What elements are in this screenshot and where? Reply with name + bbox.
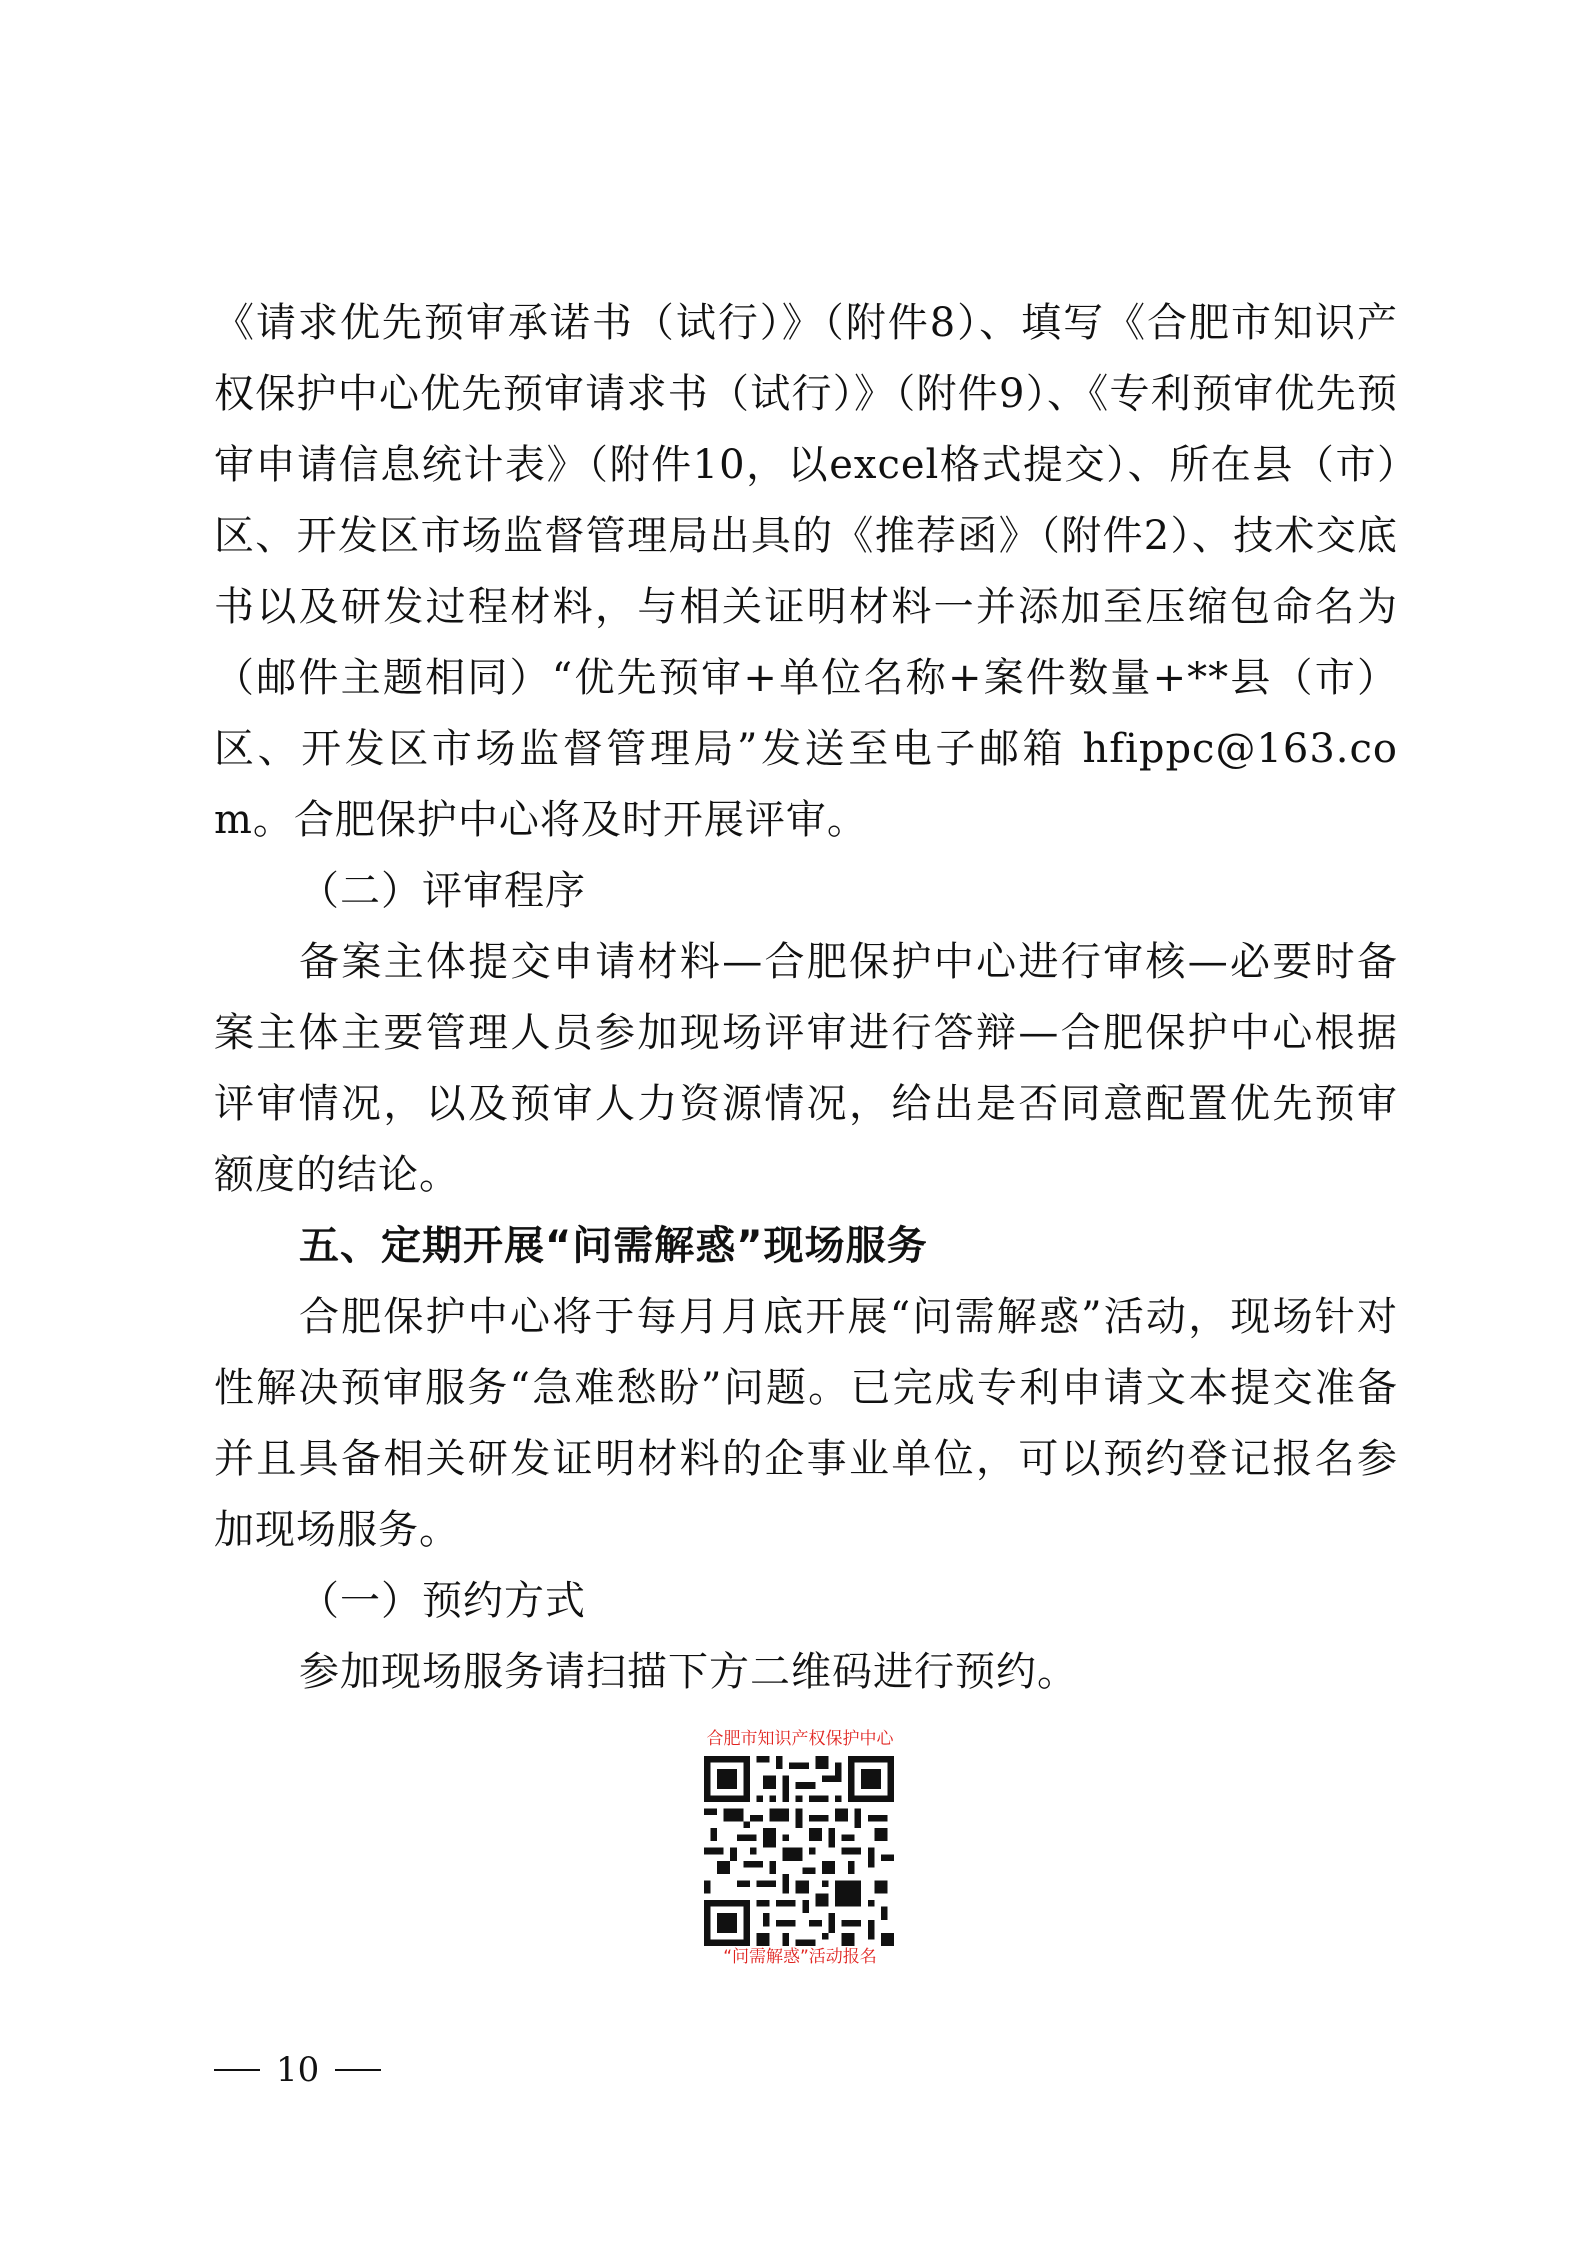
qr-code-block <box>690 1728 910 1978</box>
paragraph-submission-materials: 《请求优先预审承诺书（试行）》（附件8）、填写《合肥市知识产权保护中心优先预审请求书（试行）》（附件9）、《专利预审优先预审申请信息统计表》（附件10，以excel格式提交）、所在县（市）区、开发区市场监督管理局出具的《推荐函》（附件2）、技术交底书以及研发过程材料，与相关证明材料一并添加至压缩包命名为（邮件主题相同）“优先预审+单位名称+案件数量+**县（市）区、开发区市场监督管理局”发送至电子邮箱 hfippc@163.com。合肥保护中心将及时开展评审。 <box>214 300 1398 843</box>
page-number: 10 <box>276 2050 320 2090</box>
section-title-onsite-service: 五、定期开展“问需解惑”现场服务 <box>299 1223 928 1269</box>
page-footer <box>214 2050 381 2090</box>
footer-right-dash <box>335 2069 381 2071</box>
subheading-review-procedure: （二）评审程序 <box>299 868 586 914</box>
footer-left-dash <box>214 2069 260 2071</box>
qr-top-caption: 合肥市知识产权保护中心 <box>706 1729 894 1749</box>
document-body <box>214 288 1398 1708</box>
qr-bottom-caption: “问需解惑”活动报名 <box>723 1947 877 1967</box>
qr-code-image[interactable] <box>704 1756 894 1946</box>
paragraph-review-procedure: 备案主体提交申请材料—合肥保护中心进行审核—必要时备案主体主要管理人员参加现场评审进行答辩—合肥保护中心根据评审情况，以及预审人力资源情况，给出是否同意配置优先预审额度的结论。 <box>214 939 1398 1198</box>
paragraph-appointment-instruction: 参加现场服务请扫描下方二维码进行预约。 <box>299 1649 1078 1695</box>
subheading-appointment-method: （一）预约方式 <box>299 1578 586 1624</box>
paragraph-onsite-service: 合肥保护中心将于每月月底开展“问需解惑”活动，现场针对性解决预审服务“急难愁盼”问题。已完成专利申请文本提交准备并且具备相关研发证明材料的企事业单位，可以预约登记报名参加现场服务。 <box>214 1294 1398 1553</box>
